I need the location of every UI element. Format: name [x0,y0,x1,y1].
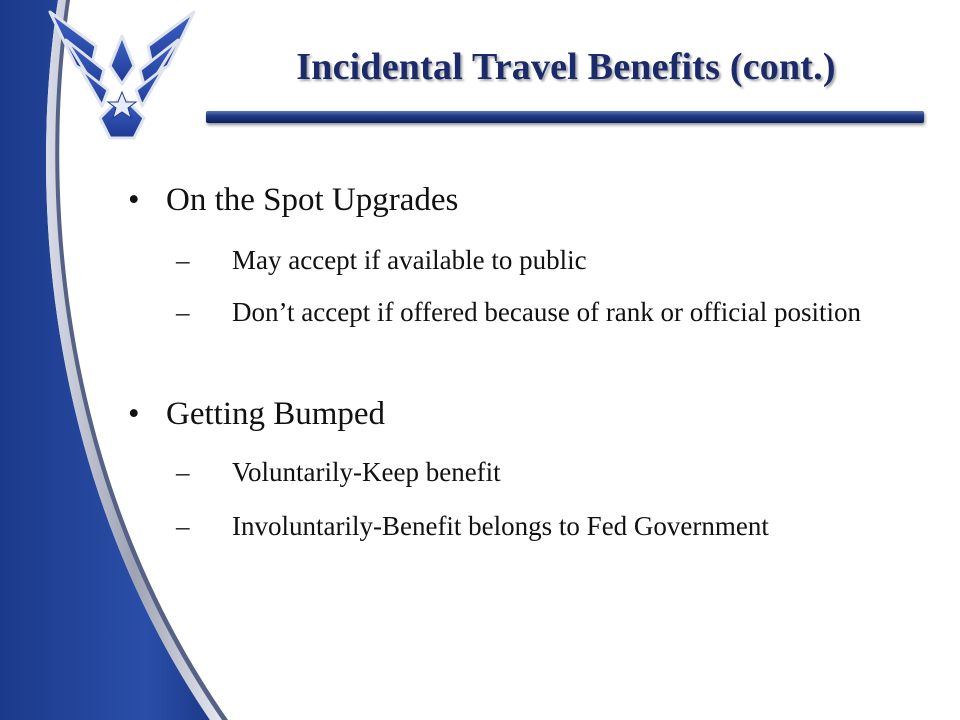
sub-item-text: Voluntarily-Keep benefit [232,457,501,487]
dash-icon: – [176,245,190,275]
bullet-icon: • [128,396,140,432]
dash-icon: – [176,511,190,541]
sub-item-text: May accept if available to public [232,245,587,275]
dash-icon: – [176,297,190,327]
bullet-label: On the Spot Upgrades [166,182,459,218]
slide-title: Incidental Travel Benefits (cont.) [296,46,836,88]
bullet-icon: • [128,182,140,218]
bullet-label: Getting Bumped [166,396,386,432]
dash-icon: – [176,457,190,487]
sub-item-text: Don’t accept if offered because of rank or official position [232,297,862,327]
sub-item-text: Involuntarily-Benefit belongs to Fed Government [232,511,769,541]
